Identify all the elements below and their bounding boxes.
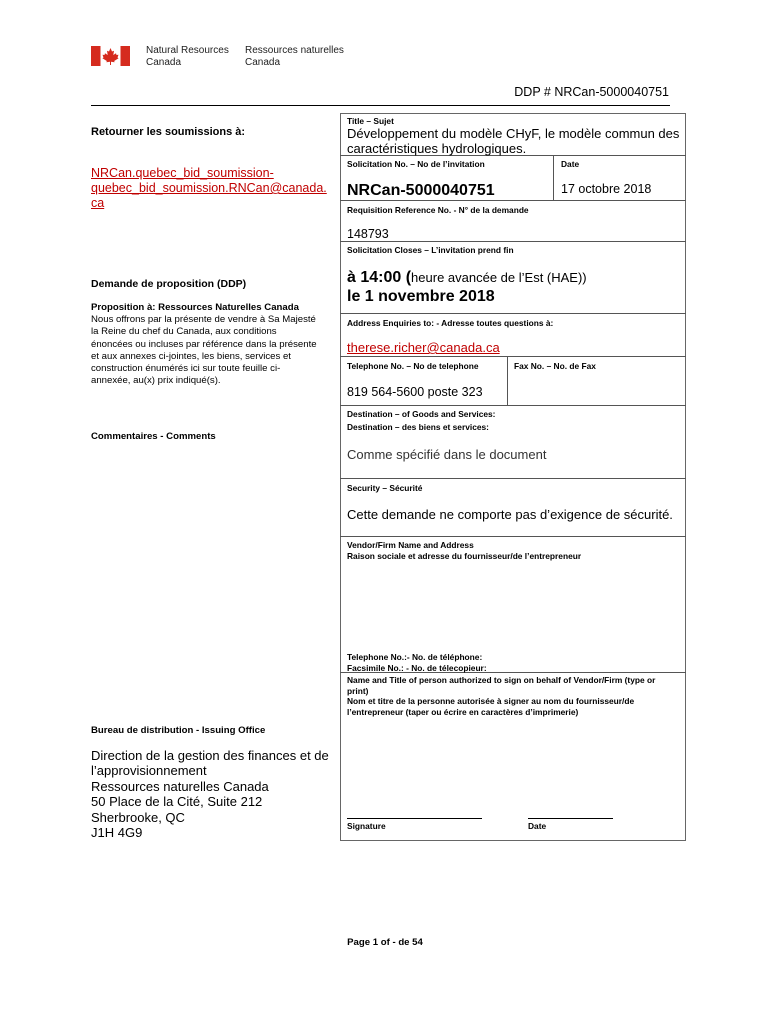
signature-label: Signature <box>347 821 386 831</box>
divider <box>340 313 686 314</box>
requisition-label: Requisition Reference No. - N° de la demande <box>347 205 529 215</box>
title-label: Title – Sujet <box>347 116 394 126</box>
issuing-label: Bureau de distribution - Issuing Office <box>91 725 266 736</box>
sig-date-label: Date <box>528 821 547 831</box>
signature-line <box>347 818 482 819</box>
closes-value: à 14:00 (heure avancée de l’Est (HAE)) le 1 novembre 2018 <box>347 269 587 305</box>
divider <box>340 405 686 406</box>
phone-label: Telephone No. – No de telephone <box>347 361 479 371</box>
rfp-label: Demande de proposition (DDP) <box>91 278 247 290</box>
divider <box>507 356 508 405</box>
solicitation-label: Solicitation No. – No de l’invitation <box>347 159 485 169</box>
enquiries-label: Address Enquiries to: - Adresse toutes questions à: <box>347 318 554 328</box>
proposal-block: Proposition à: Ressources Naturelles Canada Nous offrons par la présente de vendre à Sa Majesté la Reine du chef du Canada, aux conditions énoncées ou incluses par référence dans la présente et aux annexes ci-jointes, les biens, services et construction énumérés ici sur toute feuille ci- annexée, au(x) prix indiqué(s). <box>91 302 317 387</box>
divider <box>340 536 686 537</box>
return-label: Retourner les soumissions à: <box>91 126 246 138</box>
closes-label: Solicitation Closes – L’invitation prend fin <box>347 245 514 255</box>
requisition-value: 148793 <box>347 227 389 241</box>
issuing-address: Direction de la gestion des finances et de l’approvisionnement Ressources naturelles Canada 50 Place de la Cité, Suite 212 Sherbrooke, QC J1H 4G9 <box>91 748 329 841</box>
title-value: Développement du modèle CHyF, le modèle commun des caractéristiques hydrologiques. <box>347 126 680 156</box>
fax-label: Fax No. – No. de Fax <box>514 361 596 371</box>
ddp-number: DDP # NRCan-5000040751 <box>514 85 669 99</box>
form-box <box>340 113 686 841</box>
vendor-label: Vendor/Firm Name and Address Raison sociale et adresse du fournisseur/de l’entrepreneur <box>347 540 582 561</box>
divider <box>340 241 686 242</box>
security-value: Cette demande ne comporte pas d’exigence de sécurité. <box>347 507 673 522</box>
canada-flag-icon <box>91 46 130 66</box>
comments-label: Commentaires - Comments <box>91 431 216 442</box>
solicitation-value: NRCan-5000040751 <box>347 182 495 199</box>
date-line <box>528 818 613 819</box>
date-value: 17 octobre 2018 <box>561 182 652 196</box>
brand-fr: Ressources naturelles Canada <box>245 45 344 68</box>
header-rule <box>91 105 670 106</box>
vendor-contact-labels: Telephone No.:- No. de téléphone: Facsimile No.: - No. de télecopieur: <box>347 652 487 673</box>
divider <box>340 356 686 357</box>
return-email-link[interactable]: NRCan.quebec_bid_soumission- quebec_bid_soumission.RNCan@canada. ca <box>91 166 327 210</box>
destination-label: Destination – of Goods and Services: Destination – des biens et services: <box>347 409 496 432</box>
page-number: Page 1 of - de 54 <box>347 937 423 948</box>
phone-value: 819 564-5600 poste 323 <box>347 385 483 399</box>
divider <box>553 155 554 200</box>
divider <box>340 478 686 479</box>
brand-en: Natural Resources Canada <box>146 45 229 68</box>
authorized-label: Name and Title of person authorized to sign on behalf of Vendor/Firm (type or print) Nom et titre de la personne autorisée à signer au nom du fournisseur/de l’entrepreneur (taper ou écrire en caractères d’imprimerie) <box>347 675 656 717</box>
destination-value: Comme spécifié dans le document <box>347 447 547 462</box>
divider <box>340 200 686 201</box>
date-label: Date <box>561 159 580 169</box>
enquiries-email-link[interactable]: therese.richer@canada.ca <box>347 340 500 355</box>
security-label: Security – Sécurité <box>347 483 423 493</box>
